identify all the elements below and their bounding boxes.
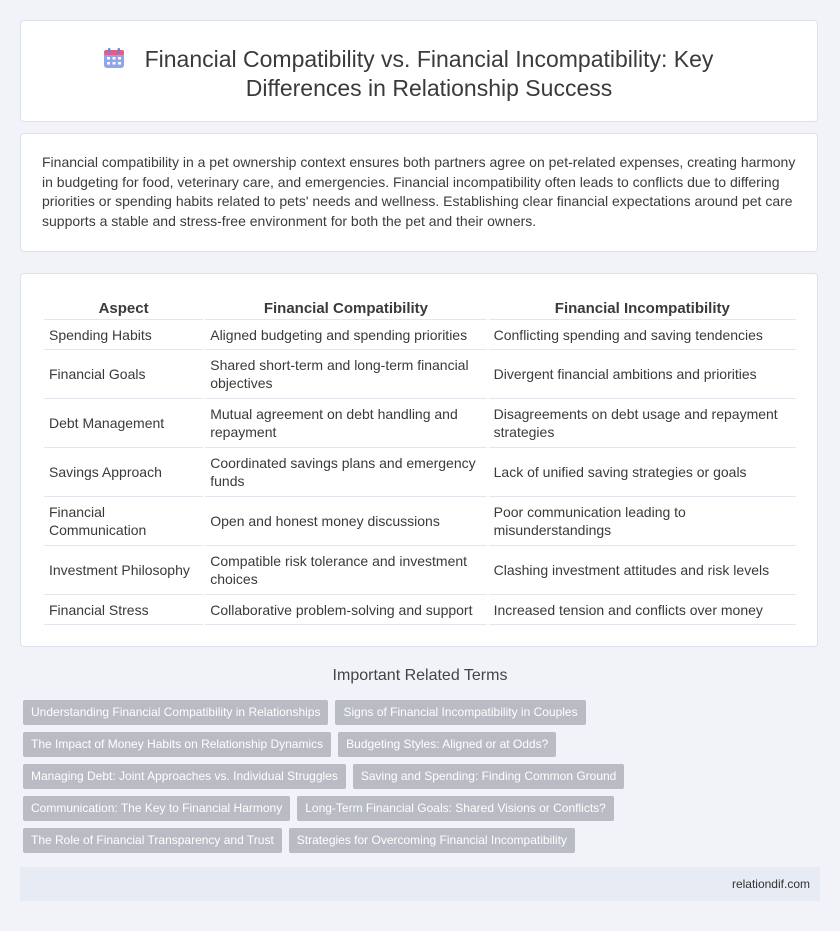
incompatibility-cell: Conflicting spending and saving tendencies [489,320,796,350]
aspect-cell: Financial Communication [44,497,203,546]
related-terms-list [23,700,823,860]
compatibility-cell: Aligned budgeting and spending priorities [205,320,486,350]
compatibility-cell: Coordinated savings plans and emergency funds [205,448,486,497]
aspect-cell: Savings Approach [44,448,203,497]
site-link[interactable]: relationdif.com [731,877,810,891]
related-term-tag[interactable]: Strategies for Overcoming Financial Incompatibility [289,828,575,853]
table-row [44,448,796,497]
header-incompatibility: Financial Incompatibility [489,297,796,320]
incompatibility-cell: Increased tension and conflicts over money [489,595,796,625]
incompatibility-cell: Lack of unified saving strategies or goals [489,448,796,497]
header-compatibility: Financial Compatibility [205,297,486,320]
page-title: Financial Compatibility vs. Financial Incompatibility: Key Differences in Relationship Success [144,46,714,101]
incompatibility-cell: Clashing investment attitudes and risk levels [489,546,796,595]
aspect-cell: Financial Goals [44,350,203,399]
aspect-cell: Spending Habits [44,320,203,350]
related-term-tag[interactable]: Long-Term Financial Goals: Shared Visions or Conflicts? [297,796,614,821]
compatibility-cell: Mutual agreement on debt handling and repayment [205,399,486,448]
aspect-cell: Investment Philosophy [44,546,203,595]
related-term-tag[interactable]: The Role of Financial Transparency and Trust [23,828,282,853]
table-row [44,320,796,350]
table-row [44,595,796,625]
related-term-tag[interactable]: Budgeting Styles: Aligned or at Odds? [338,732,556,757]
table-row [44,399,796,448]
aspect-cell: Financial Stress [44,595,203,625]
related-term-tag[interactable]: Saving and Spending: Finding Common Ground [353,764,625,789]
title-card [20,20,818,122]
related-term-tag[interactable]: The Impact of Money Habits on Relationship Dynamics [23,732,331,757]
related-terms-heading: Important Related Terms [332,667,508,684]
incompatibility-cell: Poor communication leading to misunderstandings [489,497,796,546]
intro-paragraph: Financial compatibility in a pet ownership context ensures both partners agree on pet-related expenses, creating harmony in budgeting for food, veterinary care, and emergencies. Financial incompatibility often leads to conflicts due to differing priorities or spending habits related to pets' needs and wellness. Establishing clear financial expectations around pet care supports a stable and stress-free environment for both the pet and their owners. [42,154,796,229]
related-term-tag[interactable]: Understanding Financial Compatibility in Relationships [23,700,328,725]
incompatibility-cell: Disagreements on debt usage and repayment strategies [489,399,796,448]
aspect-cell: Debt Management [44,399,203,448]
table-row [44,350,796,399]
footer-bar [20,867,820,901]
intro-card [20,133,818,252]
table-header-row [44,297,796,320]
compatibility-cell: Compatible risk tolerance and investment choices [205,546,486,595]
table-row [44,546,796,595]
related-term-tag[interactable]: Managing Debt: Joint Approaches vs. Individual Struggles [23,764,346,789]
compatibility-cell: Shared short-term and long-term financial objectives [205,350,486,399]
header-aspect: Aspect [44,297,203,320]
comparison-table-card [20,273,818,647]
table-row [44,497,796,546]
compatibility-cell: Open and honest money discussions [205,497,486,546]
related-term-tag[interactable]: Signs of Financial Incompatibility in Couples [335,700,585,725]
compatibility-cell: Collaborative problem-solving and support [205,595,486,625]
incompatibility-cell: Divergent financial ambitions and priorities [489,350,796,399]
related-term-tag[interactable]: Communication: The Key to Financial Harmony [23,796,290,821]
comparison-table [42,297,798,625]
